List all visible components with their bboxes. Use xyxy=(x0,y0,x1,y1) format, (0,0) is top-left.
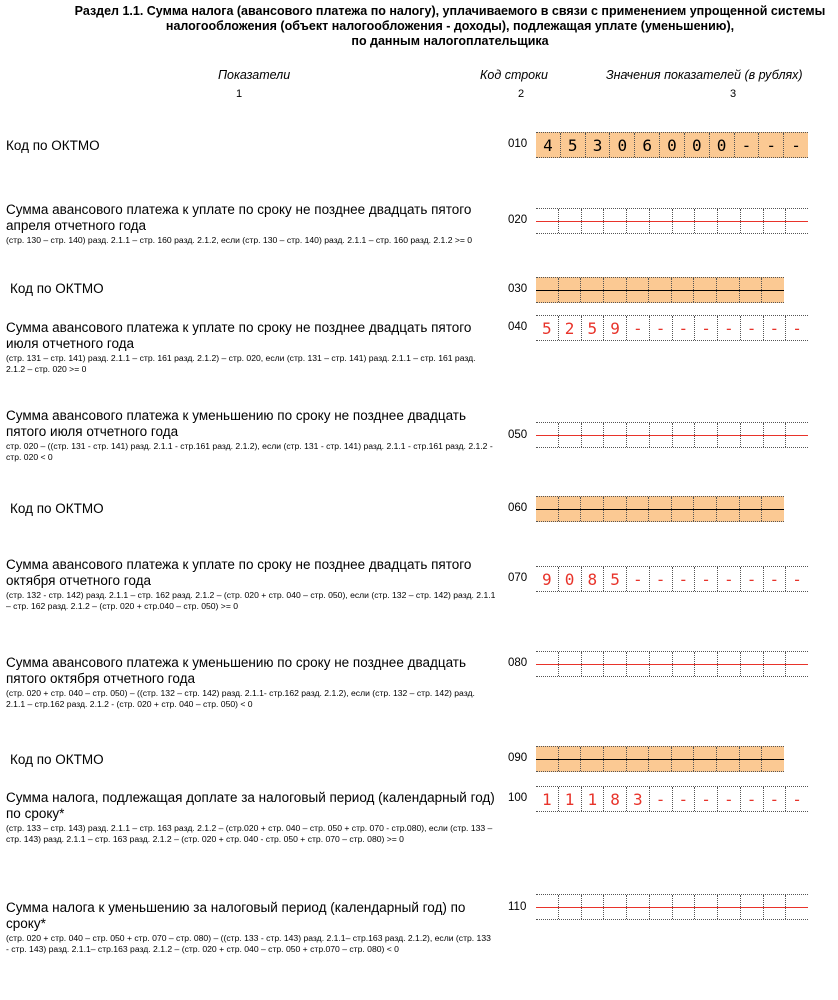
value-cells xyxy=(536,567,808,591)
row-main-text: Сумма авансового платежа к уплате по сроку не позднее двадцать пятого апреля отчетного года xyxy=(6,202,472,233)
row-main-text: Код по ОКТМО xyxy=(6,138,100,153)
value-cell: - xyxy=(627,316,650,340)
value-cell: - xyxy=(741,567,764,591)
value-cell: - xyxy=(735,133,760,157)
value-cell: - xyxy=(792,789,802,809)
row-main-text: Код по ОКТМО xyxy=(10,281,104,296)
row-formula-text: (стр. 130 – стр. 140) разд. 2.1.1 – стр. 160 разд. 2.1.2, если (стр. 130 – стр. 140) разд. 2.1.1 – стр. 160 разд. 2.1.2 >= 0 xyxy=(6,235,473,245)
row-main-text: Сумма авансового платежа к уплате по сроку не позднее двадцать пятого октября отчетного года xyxy=(6,557,472,588)
value-cell: - xyxy=(759,133,784,157)
empty-value-dash-line xyxy=(536,759,784,760)
value-cells xyxy=(536,133,808,157)
value-cell: - xyxy=(764,316,787,340)
column-header-indicators: Показатели xyxy=(218,68,291,82)
row-main-text: Код по ОКТМО xyxy=(10,752,104,767)
row-formula-text: стр. 020 – ((стр. 131 - стр. 141) разд. 2.1.1 - стр.161 разд. 2.1.2), если (стр. 131 - стр. 141) разд. 2.1.1 - стр.161 разд. 2.1.2 - стр. 020 < 0 xyxy=(6,441,493,462)
value-field-050[interactable] xyxy=(536,422,808,448)
value-cell: 0 xyxy=(559,567,582,591)
line-code-060: 060 xyxy=(508,502,528,514)
value-cell: - xyxy=(627,567,650,591)
value-cell: - xyxy=(741,316,764,340)
column-header-values: Значения показателей (в рублях) xyxy=(606,68,803,82)
value-cell: 3 xyxy=(627,787,650,811)
value-cell: 9 xyxy=(604,316,627,340)
value-field-060[interactable] xyxy=(536,496,784,522)
value-field-080[interactable] xyxy=(536,651,808,677)
value-cell: - xyxy=(791,135,801,155)
line-code-110: 110 xyxy=(508,901,527,913)
value-cell: - xyxy=(764,567,787,591)
line-code-040: 040 xyxy=(508,321,528,333)
value-cell: 1 xyxy=(536,787,559,811)
value-cell: 5 xyxy=(604,567,627,591)
line-code-080: 080 xyxy=(508,657,528,669)
value-field-040[interactable] xyxy=(536,315,808,341)
row-label-090 xyxy=(10,752,500,768)
line-code-090: 090 xyxy=(508,752,528,764)
line-code-050: 050 xyxy=(508,429,528,441)
value-field-020[interactable] xyxy=(536,208,808,234)
value-cell: 3 xyxy=(586,133,611,157)
row-label-020 xyxy=(6,202,496,246)
row-formula-text: (стр. 020 + стр. 040 – стр. 050 + стр. 070 – стр. 080) – ((стр. 133 - стр. 143) разд. 2.1.1– стр.163 разд. 2.1.2), если (стр. 133 - стр. 143) разд. 2.1.1– стр.163 разд. 2.1.2 – (стр. 020 + стр. 040 – стр. 050 + стр.070 – стр. 080) < 0 xyxy=(6,933,491,954)
column-number-3: 3 xyxy=(730,88,737,100)
line-code-100: 100 xyxy=(508,792,528,804)
empty-value-dash-line xyxy=(536,907,808,908)
value-cell: 0 xyxy=(685,133,710,157)
row-label-010 xyxy=(6,138,496,154)
value-cell: - xyxy=(650,787,673,811)
row-main-text: Сумма авансового платежа к уменьшению по сроку не позднее двадцать пятого октября отчетного года xyxy=(6,655,467,686)
value-cell: 1 xyxy=(559,787,582,811)
value-cell: - xyxy=(764,787,787,811)
value-cell: 8 xyxy=(604,787,627,811)
row-label-110 xyxy=(6,900,496,954)
value-field-010[interactable] xyxy=(536,132,808,158)
value-cell: 1 xyxy=(582,787,605,811)
row-formula-text: (стр. 020 + стр. 040 – стр. 050) – ((стр. 132 – стр. 142) разд. 2.1.1- стр.162 разд. 2.1.2), если (стр. 132 – стр. 142) разд. 2.1.1 – стр.162 разд. 2.1.2 - (стр. 020 + стр. 040 – стр. 050) < 0 xyxy=(6,688,475,709)
row-formula-text: (стр. 131 – стр. 141) разд. 2.1.1 – стр. 161 разд. 2.1.2) – стр. 020, если (стр. 131 – стр. 141) разд. 2.1.1 – стр. 161 разд. 2.1.2 – стр. 020 >= 0 xyxy=(6,353,476,374)
title-line-3: по данным налогоплательщика xyxy=(351,34,549,48)
value-cell: 9 xyxy=(536,567,559,591)
line-code-010: 010 xyxy=(508,138,528,150)
row-label-040 xyxy=(6,320,496,374)
value-field-090[interactable] xyxy=(536,746,784,772)
value-field-100[interactable] xyxy=(536,786,808,812)
value-cell: - xyxy=(718,316,741,340)
row-main-text: Сумма авансового платежа к уменьшению по сроку не позднее двадцать пятого июля отчетного года xyxy=(6,408,467,439)
value-cell: - xyxy=(695,787,718,811)
value-cell: - xyxy=(792,569,802,589)
empty-value-dash-line xyxy=(536,221,808,222)
value-cell: - xyxy=(792,318,802,338)
column-number-2: 2 xyxy=(518,88,525,100)
empty-value-dash-line xyxy=(536,290,784,291)
section-title xyxy=(0,4,838,49)
value-cell: 5 xyxy=(582,316,605,340)
value-cell: 0 xyxy=(610,133,635,157)
value-cell: 5 xyxy=(536,316,559,340)
value-cell: 2 xyxy=(559,316,582,340)
row-main-text: Сумма авансового платежа к уплате по сроку не позднее двадцать пятого июля отчетного года xyxy=(6,320,472,351)
line-code-020: 020 xyxy=(508,214,528,226)
row-label-060 xyxy=(10,501,500,517)
row-main-text: Сумма налога к уменьшению за налоговый период (календарный год) по сроку* xyxy=(6,900,466,931)
row-formula-text: (стр. 132 - стр. 142) разд. 2.1.1 – стр. 162 разд. 2.1.2 – (стр. 020 + стр. 040 – стр. 050), если (стр. 132 – стр. 142) разд. 2.1.1 – стр. 162 разд. 2.1.2 – (стр. 020 + стр.040 – стр. 050) >= 0 xyxy=(6,590,496,611)
row-label-070 xyxy=(6,557,496,611)
empty-value-dash-line xyxy=(536,509,784,510)
value-cell: 6 xyxy=(635,133,660,157)
value-cell: - xyxy=(650,316,673,340)
row-main-text: Код по ОКТМО xyxy=(10,501,104,516)
value-field-070[interactable] xyxy=(536,566,808,592)
row-formula-text: (стр. 133 – стр. 143) разд. 2.1.1 – стр. 163 разд. 2.1.2 – (стр.020 + стр. 040 – стр. 050 + стр. 070 - стр.080), если (стр. 133 – стр. 143) разд. 2.1.1 – стр. 163 разд. 2.1.2 – (стр. 020 + стр. 040 - стр. 050 + стр. 070 – стр. 080) >= 0 xyxy=(6,823,493,844)
row-label-080 xyxy=(6,655,496,709)
line-code-070: 070 xyxy=(508,572,528,584)
value-cell: - xyxy=(673,567,696,591)
value-field-110[interactable] xyxy=(536,894,808,920)
value-cell: 0 xyxy=(660,133,685,157)
value-cell: - xyxy=(718,787,741,811)
column-number-1: 1 xyxy=(236,88,243,100)
row-label-050 xyxy=(6,408,496,462)
title-line-1: Раздел 1.1. Сумма налога (авансового платежа по налогу), уплачиваемого в связи с применением упрощенной системы xyxy=(74,4,826,18)
value-cell: 5 xyxy=(561,133,586,157)
value-cell: 4 xyxy=(536,133,561,157)
value-cell: - xyxy=(650,567,673,591)
value-cell: 0 xyxy=(710,133,735,157)
value-cell: - xyxy=(718,567,741,591)
empty-value-dash-line xyxy=(536,664,808,665)
row-label-100 xyxy=(6,790,496,844)
column-header-line-code: Код строки xyxy=(480,68,548,82)
value-cell: - xyxy=(673,787,696,811)
value-cell: - xyxy=(695,316,718,340)
value-cells xyxy=(536,787,808,811)
value-field-030[interactable] xyxy=(536,277,784,303)
line-code-030: 030 xyxy=(508,283,528,295)
row-label-030 xyxy=(10,281,500,297)
title-line-2: налогообложения (объект налогообложения - доходы), подлежащая уплате (уменьшению), xyxy=(165,19,735,33)
row-main-text: Сумма налога, подлежащая доплате за налоговый период (календарный год) по сроку* xyxy=(6,790,495,821)
value-cell: 8 xyxy=(582,567,605,591)
value-cells xyxy=(536,316,808,340)
value-cell: - xyxy=(741,787,764,811)
value-cell: - xyxy=(673,316,696,340)
value-cell: - xyxy=(695,567,718,591)
empty-value-dash-line xyxy=(536,435,808,436)
